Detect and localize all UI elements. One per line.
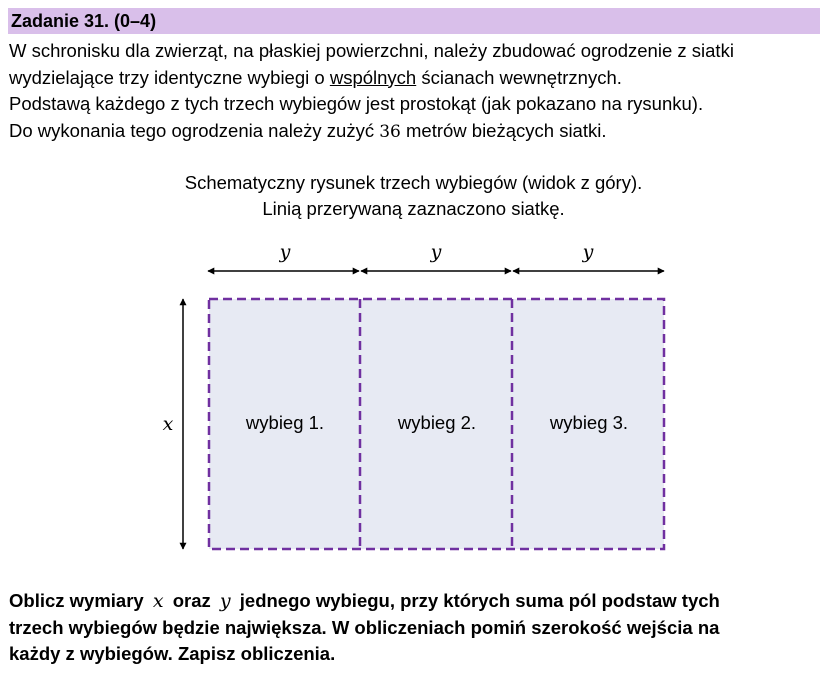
figure-caption-1: Schematyczny rysunek trzech wybiegów (widok z góry). xyxy=(184,172,643,193)
task-var-x: x xyxy=(152,590,164,612)
pen-1-label: wybieg 1. xyxy=(245,412,325,433)
figure-caption-2: Linią przerywaną zaznaczono siatkę. xyxy=(262,198,565,219)
task-var-y: y xyxy=(219,590,231,612)
pen-2-label: wybieg 2. xyxy=(397,412,477,433)
task-line-3: każdy z wybiegów. Zapisz obliczenia. xyxy=(9,643,336,664)
task-line-2: trzech wybiegów będzie największa. W obliczeniach pomiń szerokość wejścia na xyxy=(9,616,720,638)
intro-line-2-start: wydzielające trzy identyczne wybiegi o xyxy=(9,66,330,88)
y-label-2: y xyxy=(430,241,442,263)
y-label-1: y xyxy=(279,241,291,263)
intro-line-4-start: Do wykonania tego ogrodzenia należy zużyć xyxy=(9,119,380,141)
intro-line-3: Podstawą każdego z tych trzech wybiegów jest prostokąt (jak pokazano na rysunku). xyxy=(9,93,704,114)
fence-length-number: 36 xyxy=(379,121,401,142)
task-line-1-start: Oblicz wymiary xyxy=(9,590,144,611)
task-title: Zadanie 31. (0–4) xyxy=(11,11,157,31)
x-label: x xyxy=(162,413,174,435)
pen-3-label: wybieg 3. xyxy=(549,412,629,433)
intro-line-2-end: ścianach wewnętrznych. xyxy=(416,66,622,88)
underlined-word: wspólnych xyxy=(329,66,417,88)
intro-line-1: W schronisku dla zwierząt, na płaskiej powierzchni, należy zbudować ogrodzenie z siatki xyxy=(9,40,734,61)
task-line-1-mid: oraz xyxy=(172,590,211,611)
intro-line-4-end: metrów bieżących siatki. xyxy=(400,119,607,141)
task-instruction xyxy=(9,588,821,668)
y-label-3: y xyxy=(582,241,594,263)
task-line-1 xyxy=(9,588,821,615)
task-line-1-end: jednego wybiegu, przy których suma pól podstaw tych xyxy=(239,590,720,611)
